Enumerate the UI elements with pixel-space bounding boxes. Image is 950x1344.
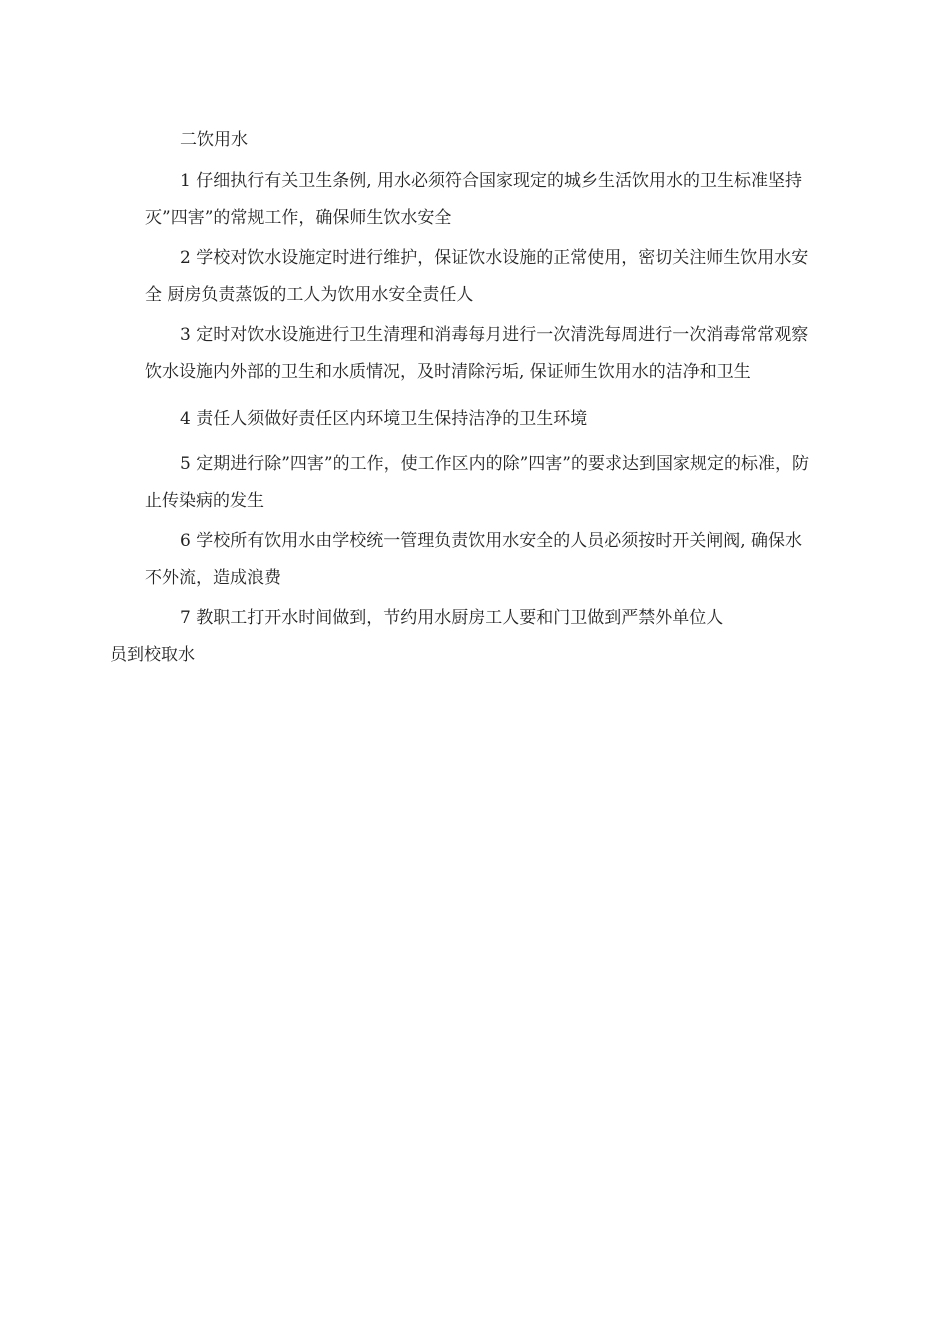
paragraph-3: 3 定时对饮水设施进行卫生清理和消毒每月进行一次清洗每周进行一次消毒常常观察饮水设施内外部的卫生和水质情况，及时清除污垢, 保证师生饮用水的洁净和卫生 — [145, 325, 809, 382]
section-heading: 二饮用水 — [180, 130, 248, 150]
paragraph-5: 5 定期进行除”四害”的工作，使工作区内的除”四害”的要求达到国家规定的标准，防止传染病的发生 — [145, 454, 809, 511]
document-body — [110, 122, 810, 674]
paragraph-7 — [110, 600, 810, 674]
paragraph-7-line-2: 员到校取水 — [110, 645, 195, 665]
paragraph-1: 1 仔细执行有关卫生条例, 用水必须符合国家现定的城乡生活饮用水的卫生标准坚持灭”四害”的常规工作，确保师生饮水安全 — [145, 171, 803, 228]
paragraph-4: 4 责任人须做好责任区内环境卫生保持洁净的卫生环境 — [180, 409, 588, 429]
paragraph-7-line-1: 7 教职工打开水时间做到，节约用水厨房工人要和门卫做到严禁外单位人 — [180, 608, 724, 628]
paragraph-2: 2 学校对饮水设施定时进行维护，保证饮水设施的正常使用，密切关注师生饮用水安全 厨房负责蒸饭的工人为饮用水安全责任人 — [145, 248, 809, 305]
paragraph-6: 6 学校所有饮用水由学校统一管理负责饮用水安全的人员必须按时开关闸阀, 确保水不外流，造成浪费 — [145, 531, 803, 588]
